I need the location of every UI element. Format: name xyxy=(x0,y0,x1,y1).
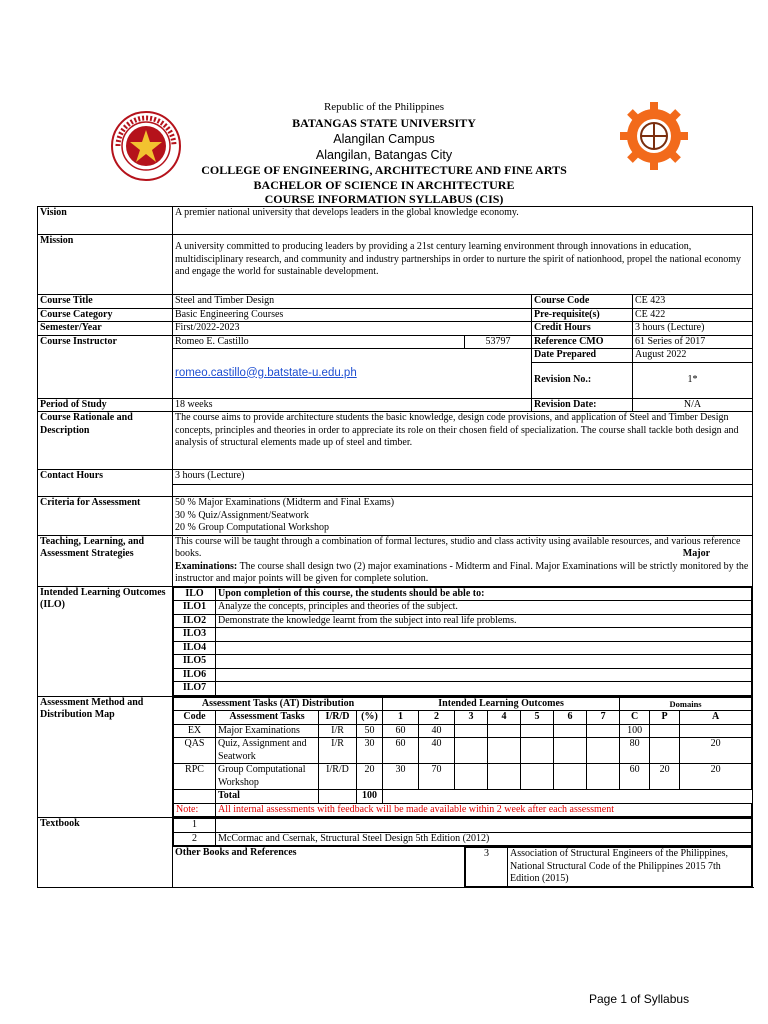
ilo-label: Intended Learning Outcomes (ILO) xyxy=(38,586,173,696)
course-title-value: Steel and Timber Design xyxy=(173,295,532,309)
ilo-text: Demonstrate the knowledge learnt from the subject into real life problems. xyxy=(216,614,752,628)
other-books-text: Association of Structural Engineers of the Philippines, National Structural Code of the Philippines 2015 7th Edition (2015) xyxy=(508,848,752,887)
contact-hours-label: Contact Hours xyxy=(38,470,173,497)
assessment-cell xyxy=(554,738,587,764)
assessment-cell: 20 xyxy=(650,764,680,790)
instructor-name: Romeo E. Castillo xyxy=(173,335,465,349)
assessment-cell: 60 xyxy=(620,764,650,790)
assessment-table xyxy=(173,697,752,818)
assessment-table-cell xyxy=(173,696,753,818)
period-value: 18 weeks xyxy=(173,398,532,412)
instructor-id: 53797 xyxy=(465,335,532,349)
assessment-cell: EX xyxy=(174,724,216,738)
assessment-cell: 70 xyxy=(419,764,455,790)
prereq-label: Pre-requisite(s) xyxy=(532,308,633,322)
assessment-col-header: Assessment Tasks xyxy=(216,711,319,725)
rationale-label: Course Rationale and Description xyxy=(38,412,173,470)
assessment-cell: 80 xyxy=(620,738,650,764)
assessment-cell: Major Examinations xyxy=(216,724,319,738)
ilo-code: ILO7 xyxy=(174,682,216,696)
credit-hours-value: 3 hours (Lecture) xyxy=(633,322,753,336)
textbook-cell xyxy=(173,818,753,847)
assessment-cell: 40 xyxy=(419,738,455,764)
city-name: Alangilan, Batangas City xyxy=(315,148,453,162)
course-category-value: Basic Engineering Courses xyxy=(173,308,532,322)
reference-cmo-value: 61 Series of 2017 xyxy=(633,335,753,349)
page-footer: Page 1 of Syllabus xyxy=(589,992,690,1006)
instructor-email-link[interactable]: romeo.castillo@g.batstate-u.edu.ph xyxy=(175,366,357,379)
assessment-rows xyxy=(174,724,752,790)
assessment-col-header: A xyxy=(680,711,752,725)
total-blank xyxy=(319,790,357,804)
assessment-cell: Quiz, Assignment and Seatwork xyxy=(216,738,319,764)
contact-hours-blank xyxy=(173,485,753,497)
assessment-col-header: I/R/D xyxy=(319,711,357,725)
revision-label: Revision No.: xyxy=(532,362,633,398)
assessment-cell xyxy=(650,738,680,764)
assessment-cell xyxy=(554,764,587,790)
ilo-text: Analyze the concepts, principles and theories of the subject. xyxy=(216,601,752,615)
assessment-col-header: (%) xyxy=(357,711,383,725)
assessment-cell: 50 xyxy=(357,724,383,738)
assessment-cell: 60 xyxy=(383,724,419,738)
assessment-col-header: 7 xyxy=(587,711,620,725)
ilo-code: ILO4 xyxy=(174,641,216,655)
assessment-col-header: 5 xyxy=(521,711,554,725)
assessment-row xyxy=(174,724,752,738)
assessment-cell: 60 xyxy=(383,738,419,764)
criteria-list xyxy=(173,497,753,536)
assessment-cell xyxy=(521,724,554,738)
assessment-cell: I/R/D xyxy=(319,764,357,790)
assessment-cell: 40 xyxy=(419,724,455,738)
teaching-text xyxy=(173,535,753,586)
textbook-text: McCormac and Csernak, Structural Steel Design 5th Edition (2012) xyxy=(216,832,752,846)
assessment-col-header: 3 xyxy=(455,711,488,725)
assessment-cell xyxy=(680,724,752,738)
ilo-table xyxy=(173,587,752,696)
total-value: 100 xyxy=(357,790,383,804)
at-distribution-head: Assessment Tasks (AT) Distribution xyxy=(174,697,383,711)
ilo-code: ILO3 xyxy=(174,628,216,642)
assessment-cell: RPC xyxy=(174,764,216,790)
assessment-cell: I/R xyxy=(319,724,357,738)
ilo-code: ILO1 xyxy=(174,601,216,615)
vision-text: A premier national university that develops leaders in the global knowledge economy. xyxy=(173,207,753,235)
assessment-col-header: P xyxy=(650,711,680,725)
assessment-cell: 20 xyxy=(357,764,383,790)
textbook-table xyxy=(173,818,752,846)
period-label: Period of Study xyxy=(38,398,173,412)
assessment-cell xyxy=(488,764,521,790)
assessment-cell xyxy=(488,724,521,738)
assessment-cell: 30 xyxy=(357,738,383,764)
ilo-head-code: ILO xyxy=(174,587,216,601)
assessment-cell xyxy=(455,724,488,738)
ilo-code: ILO5 xyxy=(174,655,216,669)
course-category-label: Course Category xyxy=(38,308,173,322)
course-title-label: Course Title xyxy=(38,295,173,309)
course-code-label: Course Code xyxy=(532,295,633,309)
assessment-cell: I/R xyxy=(319,738,357,764)
document-header xyxy=(0,100,768,207)
total-blank xyxy=(174,790,216,804)
semester-value: First/2022-2023 xyxy=(173,322,532,336)
assessment-cell xyxy=(521,738,554,764)
teaching-label: Teaching, Learning, and Assessment Strategies xyxy=(38,535,173,586)
program-name: BACHELOR OF SCIENCE IN ARCHITECTURE xyxy=(253,177,515,192)
instructor-label: Course Instructor xyxy=(38,335,173,398)
credit-hours-label: Credit Hours xyxy=(532,322,633,336)
assessment-column-headers xyxy=(174,711,752,725)
ilo-text xyxy=(216,641,752,655)
college-name: COLLEGE OF ENGINEERING, ARCHITECTURE AND FINE ARTS xyxy=(201,163,567,177)
ilo-code: ILO2 xyxy=(174,614,216,628)
assessment-col-header: 1 xyxy=(383,711,419,725)
teaching-text-2: The course shall design two (2) major examinations - Midterm and Final. Major Examinations will be strictly xyxy=(239,560,678,572)
reference-cmo-label: Reference CMO xyxy=(532,335,633,349)
document-title: COURSE INFORMATION SYLLABUS (CIS) xyxy=(264,192,504,206)
assessment-col-header: 6 xyxy=(554,711,587,725)
teaching-major: Major xyxy=(682,548,711,559)
criteria-item: 20 % Group Computational Workshop xyxy=(175,522,329,533)
teaching-text-3: monitored by the instructor and major points will be given for complete solution. xyxy=(175,560,749,584)
assessment-col-header: C xyxy=(620,711,650,725)
syllabus-table xyxy=(37,206,752,888)
assessment-row xyxy=(174,738,752,764)
teaching-exam-label: Examinations: xyxy=(175,560,238,572)
revision-date-label: Revision Date: xyxy=(532,398,633,412)
assessment-cell xyxy=(488,738,521,764)
assessment-label: Assessment Method and Distribution Map xyxy=(38,696,173,818)
prereq-value: CE 422 xyxy=(633,308,753,322)
date-prepared-label: Date Prepared xyxy=(532,349,633,363)
assessment-cell xyxy=(455,738,488,764)
assessment-cell xyxy=(587,764,620,790)
textbook-text xyxy=(216,819,752,833)
assessment-cell: 30 xyxy=(383,764,419,790)
assessment-cell xyxy=(521,764,554,790)
assessment-col-header: 4 xyxy=(488,711,521,725)
assessment-row xyxy=(174,764,752,790)
assessment-cell: 20 xyxy=(680,764,752,790)
assessment-cell xyxy=(587,738,620,764)
assessment-cell xyxy=(650,724,680,738)
instructor-email-cell xyxy=(173,349,532,399)
mission-label: Mission xyxy=(38,235,173,295)
other-books-num: 3 xyxy=(466,848,508,887)
semester-label: Semester/Year xyxy=(38,322,173,336)
criteria-label: Criteria for Assessment xyxy=(38,497,173,536)
vision-label: Vision xyxy=(38,207,173,235)
ilo-head-text: Upon completion of this course, the students should be able to: xyxy=(216,587,752,601)
assessment-cell xyxy=(554,724,587,738)
ilo-text xyxy=(216,628,752,642)
total-blank xyxy=(383,790,752,804)
ilo-text xyxy=(216,682,752,696)
university-name: BATANGAS STATE UNIVERSITY xyxy=(292,115,476,130)
ilo-text xyxy=(216,668,752,682)
revision-date-value: N/A xyxy=(633,398,753,412)
ilo-distribution-head: Intended Learning Outcomes xyxy=(383,697,620,711)
textbook-num: 1 xyxy=(174,819,216,833)
assessment-cell xyxy=(455,764,488,790)
other-books-cell xyxy=(465,847,753,888)
republic-line: Republic of the Philippines xyxy=(323,101,445,113)
contact-hours-value: 3 hours (Lecture) xyxy=(173,470,753,485)
domains-head: Domains xyxy=(620,697,752,711)
date-prepared-value: August 2022 xyxy=(633,349,753,363)
note-label: Note: xyxy=(174,803,216,817)
ilo-table-cell xyxy=(173,586,753,696)
total-label: Total xyxy=(216,790,319,804)
criteria-item: 30 % Quiz/Assignment/Seatwork xyxy=(175,509,309,521)
assessment-cell xyxy=(587,724,620,738)
assessment-cell: 100 xyxy=(620,724,650,738)
note-text: All internal assessments with feedback will be made available within 2 week after each assessment xyxy=(216,803,752,817)
assessment-cell: QAS xyxy=(174,738,216,764)
ilo-code: ILO6 xyxy=(174,668,216,682)
campus-name: Alangilan Campus xyxy=(333,132,435,146)
assessment-col-header: 2 xyxy=(419,711,455,725)
assessment-cell: 20 xyxy=(680,738,752,764)
course-code-value: CE 423 xyxy=(633,295,753,309)
other-books-label: Other Books and References xyxy=(173,847,465,888)
teaching-text-1: This course will be taught through a combination of formal lectures, studio and class activity using available resources, and various reference books. xyxy=(175,535,741,559)
criteria-item: 50 % Major Examinations (Midterm and Final Exams) xyxy=(175,497,395,508)
revision-value: 1* xyxy=(633,362,753,398)
assessment-col-header: Code xyxy=(174,711,216,725)
ilo-text xyxy=(216,655,752,669)
textbook-num: 2 xyxy=(174,832,216,846)
other-books-table xyxy=(465,847,752,887)
assessment-cell: Group Computational Workshop xyxy=(216,764,319,790)
rationale-text: The course aims to provide architecture students the basic knowledge, design code provisions, and application of Steel and Timber Design concepts, principles and theories in order to appreciate its role on their chosen field of specialization. The course shall tackle both design and analysis of structural elements made up of steel and timber. xyxy=(173,412,753,470)
textbook-label: Textbook xyxy=(38,818,173,888)
mission-text-value: A university committed to producing leaders by providing a 21st century learning environment through innovations in education, multidisciplinary research, and community and industry partnerships in order to nurture the spirit of nationhood, propel the national economy and engage the world for sustainable development. xyxy=(175,241,741,277)
mission-text xyxy=(173,235,753,295)
